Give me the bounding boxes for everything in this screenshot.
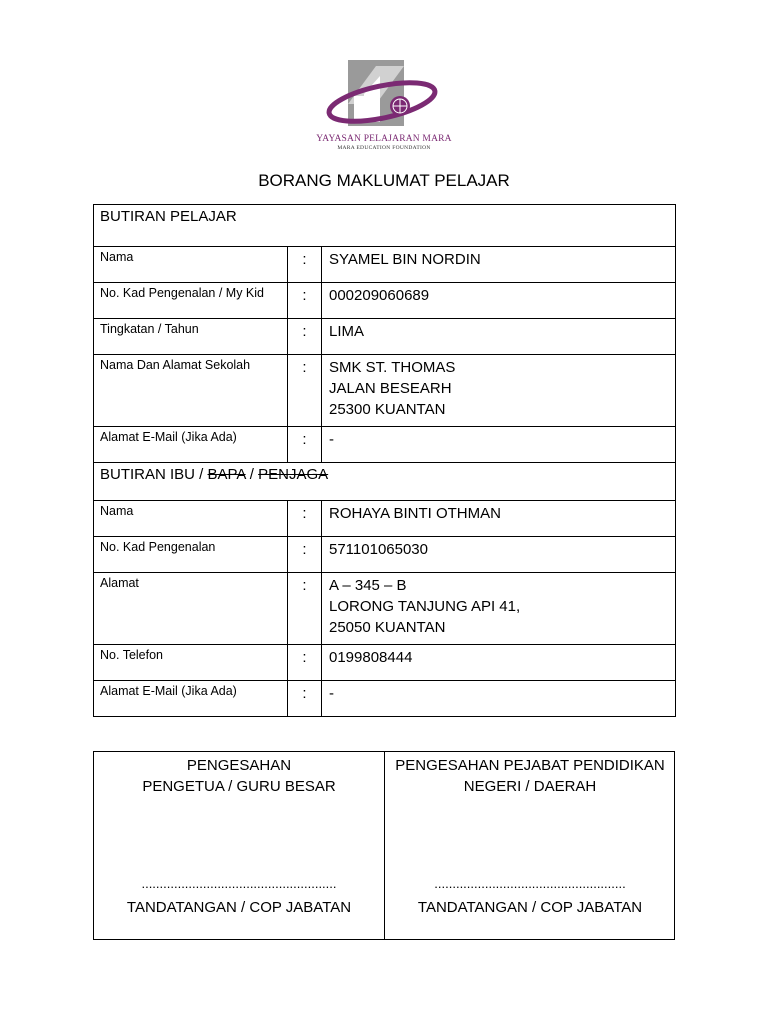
row-separator: : [288,537,322,573]
education-office-approval-heading [385,755,675,797]
student-section-heading: BUTIRAN PELAJAR [94,205,676,247]
table-row [94,573,676,645]
row-value [322,573,676,645]
row-label: Alamat [94,573,288,645]
form-title: BORANG MAKLUMAT PELAJAR [258,171,510,190]
heading-part: BUTIRAN IBU / [100,466,208,483]
principal-approval-heading [94,755,384,797]
table-row [94,319,676,355]
signature-label: TANDATANGAN / COP JABATAN [417,899,643,916]
row-value: - [322,681,676,717]
parent-section-heading [94,463,676,501]
row-label: Nama [94,501,288,537]
heading-line: NEGERI / DAERAH [463,778,597,795]
heading-part-struck: BAPA [207,466,246,483]
row-label: Alamat E-Mail (Jika Ada) [94,427,288,463]
value-line: JALAN BESEARH [329,380,452,397]
student-info-table [93,204,676,717]
row-label: Tingkatan / Tahun [94,319,288,355]
row-value: 0199808444 [322,645,676,681]
row-separator: : [288,355,322,427]
approval-box [93,751,675,940]
signature-line: ..................................................... [434,876,626,891]
row-separator: : [288,501,322,537]
value-line: LORONG TANJUNG API 41, [329,598,521,615]
row-label: Nama Dan Alamat Sekolah [94,355,288,427]
table-row [94,427,676,463]
row-separator: : [288,681,322,717]
value-line: SMK ST. THOMAS [329,359,456,376]
row-value: LIMA [322,319,676,355]
table-row [94,283,676,319]
row-separator: : [288,427,322,463]
row-value: 571101065030 [322,537,676,573]
row-value: 000209060689 [322,283,676,319]
row-label: No. Kad Pengenalan / My Kid [94,283,288,319]
table-row [94,247,676,283]
heading-line: PENGESAHAN PEJABAT PENDIDIKAN [395,757,665,774]
value-line: 25300 KUANTAN [329,401,446,418]
table-row [94,537,676,573]
row-value: - [322,427,676,463]
row-value: ROHAYA BINTI OTHMAN [322,501,676,537]
row-value: SYAMEL BIN NORDIN [322,247,676,283]
heading-part-struck: PENJAGA [258,466,329,483]
logo-name: YAYASAN PELAJARAN MARA [316,134,452,144]
row-label: No. Telefon [94,645,288,681]
value-line: 25050 KUANTAN [329,619,446,636]
heading-line: PENGETUA / GURU BESAR [142,778,336,795]
table-row [94,645,676,681]
table-row [94,501,676,537]
heading-line: PENGESAHAN [186,757,292,774]
table-row [94,355,676,427]
signature-line: ...................................................... [141,876,337,891]
logo-subtitle: MARA EDUCATION FOUNDATION [337,145,431,151]
row-separator: : [288,247,322,283]
table-row [94,681,676,717]
row-separator: : [288,645,322,681]
signature-label: TANDATANGAN / COP JABATAN [126,899,352,916]
heading-part: / [245,466,259,483]
principal-approval [94,752,384,939]
value-line: A – 345 – B [329,577,407,594]
row-label: No. Kad Pengenalan [94,537,288,573]
row-separator: : [288,283,322,319]
parent-section-row [94,463,676,501]
student-section-row [94,205,676,247]
row-separator: : [288,573,322,645]
row-value [322,355,676,427]
education-office-approval [385,752,675,939]
row-label: Alamat E-Mail (Jika Ada) [94,681,288,717]
row-label: Nama [94,247,288,283]
row-separator: : [288,319,322,355]
